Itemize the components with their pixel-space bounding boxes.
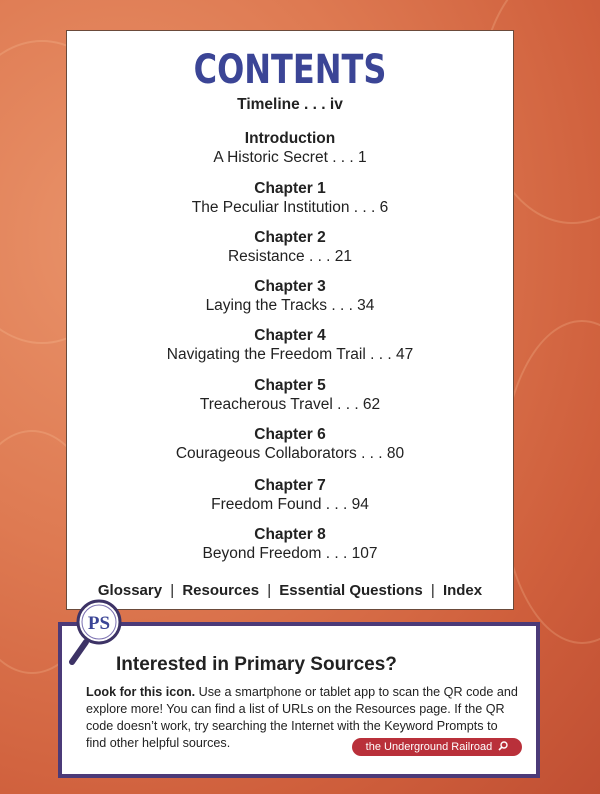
search-icon xyxy=(498,741,508,751)
toc-entry[interactable] xyxy=(67,129,513,167)
separator: | xyxy=(170,582,175,599)
toc-entry-heading: Chapter 6 xyxy=(254,426,326,443)
contents-panel xyxy=(66,30,514,610)
toc-entry[interactable] xyxy=(67,326,513,364)
toc-entry-title: Treacherous Travel . . . 62 xyxy=(199,396,381,413)
primary-sources-heading: Interested in Primary Sources? xyxy=(116,654,397,675)
toc-timeline[interactable] xyxy=(67,95,513,114)
toc-entry-heading: Chapter 8 xyxy=(254,526,326,543)
toc-entry[interactable] xyxy=(67,425,513,463)
toc-entry[interactable] xyxy=(67,476,513,514)
toc-entry-title: Beyond Freedom . . . 107 xyxy=(202,545,378,562)
magnifying-glass-icon xyxy=(66,598,126,668)
ps-icon-label: PS xyxy=(87,613,111,634)
separator: | xyxy=(267,582,272,599)
keyword-prompt-pill[interactable] xyxy=(352,738,522,756)
glossary-link[interactable]: Glossary xyxy=(97,582,163,599)
toc-entry-heading: Chapter 7 xyxy=(254,477,326,494)
background-pattern xyxy=(500,320,600,644)
toc-entry-title: Laying the Tracks . . . 34 xyxy=(205,297,375,314)
toc-entry[interactable] xyxy=(67,277,513,315)
essential-questions-link[interactable]: Essential Questions xyxy=(279,582,423,599)
timeline-label: Timeline . . . iv xyxy=(237,96,343,113)
toc-entry-heading: Chapter 3 xyxy=(254,278,326,295)
toc-entry[interactable] xyxy=(67,525,513,563)
toc-entry[interactable] xyxy=(67,376,513,414)
toc-entry-title: A Historic Secret . . . 1 xyxy=(213,149,367,166)
keyword-prompt-text: the Underground Railroad xyxy=(365,741,493,753)
primary-sources-lead: Look for this icon. xyxy=(86,685,196,699)
toc-entry-title: Courageous Collaborators . . . 80 xyxy=(175,445,405,462)
resources-link[interactable]: Resources xyxy=(182,582,260,599)
primary-sources-box xyxy=(58,622,540,778)
index-link[interactable]: Index xyxy=(442,582,483,599)
toc-entry-heading: Chapter 1 xyxy=(254,180,326,197)
primary-sources-body: Use a smartphone or tablet app to scan the QR code and explore more! You can find a list of URLs on the Resources page. If the QR code doesn’t work, try searching the Internet with the Keyword Prompts to find other helpful sources. xyxy=(86,685,518,750)
toc-entry-heading: Chapter 2 xyxy=(254,229,326,246)
toc-entry-title: The Peculiar Institution . . . 6 xyxy=(191,199,389,216)
toc-entry-title: Resistance . . . 21 xyxy=(227,248,353,265)
toc-entry-heading: Chapter 5 xyxy=(254,377,326,394)
toc-entry-heading: Introduction xyxy=(244,130,336,147)
page-title: CONTENTS xyxy=(193,47,387,93)
toc-entry[interactable] xyxy=(67,228,513,266)
back-matter-links xyxy=(67,582,513,599)
toc-entry-heading: Chapter 4 xyxy=(254,327,326,344)
toc-entry[interactable] xyxy=(67,179,513,217)
toc-entry-title: Navigating the Freedom Trail . . . 47 xyxy=(166,346,414,363)
separator: | xyxy=(430,582,435,599)
toc-entry-title: Freedom Found . . . 94 xyxy=(211,496,369,513)
